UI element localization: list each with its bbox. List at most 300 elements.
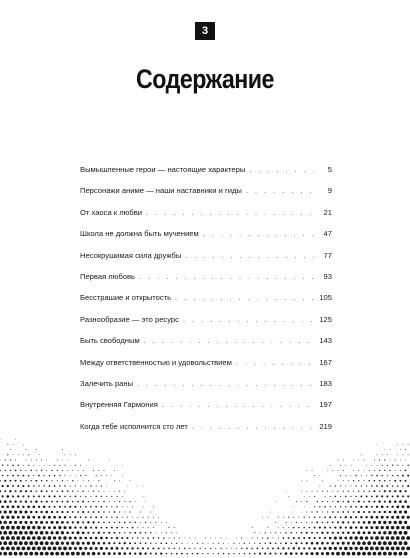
halftone-dot <box>378 500 380 502</box>
halftone-dot <box>283 527 284 528</box>
halftone-dot <box>127 486 128 487</box>
halftone-dot <box>119 542 121 544</box>
halftone-dot <box>306 512 307 513</box>
halftone-dot <box>80 485 81 486</box>
halftone-dot <box>77 511 79 513</box>
halftone-dot <box>98 491 99 492</box>
halftone-dot <box>14 500 16 502</box>
halftone-dot <box>379 470 380 471</box>
toc-entry <box>80 379 332 400</box>
halftone-dot <box>322 522 323 523</box>
halftone-dot <box>134 522 135 523</box>
halftone-dot <box>82 490 83 491</box>
halftone-dot <box>43 496 45 498</box>
halftone-dot <box>387 475 388 476</box>
halftone-dot <box>376 495 378 497</box>
halftone-dot <box>74 516 76 518</box>
halftone-dot <box>14 541 18 545</box>
halftone-dot <box>337 511 339 513</box>
halftone-dot <box>134 552 136 554</box>
halftone-dot <box>70 485 71 486</box>
halftone-dot <box>373 541 376 544</box>
halftone-dot <box>28 495 30 497</box>
halftone-dot <box>114 491 115 492</box>
halftone-dot <box>218 553 219 554</box>
halftone-dot <box>72 521 74 523</box>
halftone-dot <box>103 542 106 545</box>
halftone-dot <box>325 496 326 497</box>
halftone-dot <box>46 470 47 471</box>
halftone-dot <box>330 506 331 507</box>
halftone-dot <box>42 547 46 551</box>
halftone-dot <box>80 496 81 497</box>
halftone-dot <box>43 516 46 519</box>
halftone-dot <box>137 486 138 487</box>
halftone-dot <box>40 541 44 545</box>
halftone-dot <box>351 486 352 487</box>
halftone-dot <box>341 552 345 556</box>
halftone-dot <box>257 548 259 550</box>
halftone-dot <box>352 542 355 545</box>
halftone-dot <box>51 480 52 481</box>
halftone-dot <box>80 527 82 529</box>
halftone-dot <box>19 531 23 535</box>
halftone-dot <box>392 465 393 466</box>
halftone-dot <box>92 542 95 545</box>
halftone-dot <box>69 536 72 539</box>
halftone-dot <box>37 526 40 529</box>
halftone-dot <box>288 537 290 539</box>
halftone-dot <box>362 552 366 556</box>
halftone-dot <box>10 449 11 450</box>
halftone-dot <box>153 517 154 518</box>
halftone-dot <box>84 547 87 550</box>
halftone-dot <box>98 501 99 502</box>
halftone-dot <box>50 521 53 524</box>
halftone-dot <box>312 491 313 492</box>
halftone-dot <box>386 547 390 551</box>
halftone-dot <box>174 527 175 528</box>
halftone-dot <box>221 538 222 539</box>
halftone-dot <box>37 547 41 551</box>
halftone-dot <box>69 516 71 518</box>
halftone-dot <box>368 521 371 524</box>
halftone-dot <box>31 460 32 461</box>
halftone-dot <box>327 491 328 492</box>
halftone-dot <box>314 516 315 517</box>
halftone-dot <box>298 527 299 528</box>
halftone-dot <box>275 553 277 555</box>
halftone-dot <box>386 536 390 540</box>
halftone-dot <box>404 541 408 545</box>
halftone-dot <box>80 516 82 518</box>
halftone-dot <box>262 537 263 538</box>
halftone-dot <box>49 465 50 466</box>
halftone-dot <box>10 459 11 460</box>
halftone-dot <box>407 495 409 497</box>
halftone-dot <box>72 470 73 471</box>
halftone-dot <box>383 531 386 534</box>
halftone-dot <box>88 501 89 502</box>
halftone-dot <box>314 527 316 529</box>
halftone-dot <box>83 470 84 471</box>
halftone-dot <box>2 495 4 497</box>
halftone-dot <box>205 548 206 549</box>
halftone-dot <box>388 521 391 524</box>
halftone-dot <box>391 506 393 508</box>
halftone-dot <box>368 501 370 503</box>
halftone-dot <box>3 552 7 556</box>
halftone-dot <box>370 526 373 529</box>
halftone-dot <box>379 480 381 482</box>
halftone-dot <box>33 496 35 498</box>
halftone-dot <box>312 470 313 471</box>
halftone-dot <box>40 521 43 524</box>
halftone-dot <box>145 542 147 544</box>
halftone-dot <box>88 460 89 461</box>
halftone-dot <box>324 547 327 550</box>
halftone-dot <box>400 470 401 471</box>
halftone-dot <box>376 516 379 519</box>
toc-entry-title: Когда тебе исполнится сто лет <box>80 421 188 431</box>
halftone-dot <box>9 510 12 513</box>
halftone-dot <box>9 500 11 502</box>
halftone-dot <box>269 553 271 555</box>
halftone-dot <box>347 542 350 545</box>
halftone-dot <box>42 536 45 539</box>
halftone-dot <box>166 553 168 555</box>
halftone-dot <box>382 465 383 466</box>
halftone-dot <box>35 480 37 482</box>
halftone-dots <box>0 408 410 558</box>
halftone-dot <box>51 501 53 503</box>
halftone-dot <box>24 531 27 534</box>
halftone-dot <box>48 516 51 519</box>
halftone-dot <box>317 491 318 492</box>
halftone-dot <box>20 501 22 503</box>
halftone-dot <box>137 517 138 518</box>
halftone-dot <box>147 537 149 539</box>
halftone-dot <box>394 521 397 524</box>
halftone-dot <box>365 506 367 508</box>
halftone-dot <box>399 511 402 514</box>
halftone-dot <box>313 547 316 550</box>
halftone-dot <box>24 510 27 513</box>
halftone-dot <box>365 526 368 529</box>
halftone-dot <box>176 532 177 533</box>
halftone-dot <box>116 537 118 539</box>
halftone-dot <box>127 506 128 507</box>
halftone-dot <box>78 480 79 481</box>
halftone-dot <box>355 536 358 539</box>
halftone-dot <box>97 552 100 555</box>
halftone-dot <box>392 475 393 476</box>
halftone-dot <box>85 486 86 487</box>
halftone-dot <box>15 470 17 472</box>
halftone-dot <box>95 547 98 550</box>
halftone-dot <box>314 475 315 476</box>
page-number: 3 <box>201 25 209 37</box>
halftone-dot <box>67 470 68 471</box>
halftone-dot <box>264 542 265 543</box>
halftone-dot <box>304 517 305 518</box>
halftone-dot <box>301 512 302 513</box>
halftone-dot <box>288 496 289 497</box>
halftone-dot <box>98 470 99 471</box>
halftone-dot <box>408 454 409 455</box>
halftone-dot <box>148 517 149 518</box>
halftone-dot <box>176 543 177 544</box>
halftone-dot <box>305 552 308 555</box>
halftone-dot <box>43 506 46 509</box>
halftone-dot <box>241 537 242 538</box>
halftone-dot <box>116 496 117 497</box>
halftone-dot <box>375 536 379 540</box>
halftone-dot <box>12 464 14 466</box>
toc-entry-page: 143 <box>319 336 332 346</box>
halftone-dot <box>376 506 378 508</box>
halftone-dot <box>106 506 107 507</box>
halftone-dot <box>22 506 24 508</box>
toc-entry-page: 5 <box>327 165 332 174</box>
halftone-dot <box>143 486 144 487</box>
halftone-dot <box>321 542 324 545</box>
halftone-dot <box>116 516 118 518</box>
halftone-dot <box>249 543 250 544</box>
halftone-dot <box>367 552 371 556</box>
halftone-dot <box>40 552 44 556</box>
halftone-dot <box>140 522 141 523</box>
halftone-dot <box>339 526 341 528</box>
halftone-dot <box>213 553 214 554</box>
halftone-dot <box>231 548 232 549</box>
halftone-dot <box>59 465 60 466</box>
halftone-dot <box>306 491 307 492</box>
halftone-dot <box>404 500 407 503</box>
halftone-dot <box>405 460 406 461</box>
halftone-dot <box>358 511 360 513</box>
halftone-dot <box>108 542 110 544</box>
toc-entry-page: 21 <box>323 207 332 217</box>
halftone-dot <box>9 541 13 545</box>
halftone-dot <box>23 475 25 477</box>
halftone-dot <box>24 521 27 524</box>
halftone-dot <box>106 496 107 497</box>
halftone-dot <box>6 547 10 551</box>
halftone-dot <box>348 511 350 513</box>
halftone-dot <box>387 465 388 466</box>
halftone-dot <box>32 526 35 529</box>
halftone-dot <box>360 536 364 540</box>
halftone-dot <box>124 522 126 524</box>
halftone-dot <box>384 480 386 482</box>
halftone-dot <box>386 526 389 529</box>
halftone-dot <box>129 501 130 502</box>
halftone-dot <box>295 552 297 554</box>
halftone-dot <box>351 465 352 466</box>
halftone-dot <box>388 541 392 545</box>
halftone-dot <box>314 506 315 507</box>
halftone-dot <box>396 547 400 551</box>
halftone-dot <box>306 542 308 544</box>
halftone-dot <box>126 547 128 549</box>
halftone-dot <box>22 485 24 487</box>
halftone-dot <box>59 485 60 486</box>
halftone-dot <box>254 543 255 544</box>
halftone-dot <box>118 552 121 555</box>
halftone-dot <box>137 527 138 528</box>
halftone-dot <box>53 516 56 519</box>
halftone-dot <box>0 480 1 482</box>
halftone-dot <box>353 480 354 481</box>
halftone-dot <box>95 516 97 518</box>
halftone-dot <box>17 485 19 487</box>
halftone-dot <box>85 496 86 497</box>
toc-entry <box>80 293 332 314</box>
halftone-dot <box>387 485 389 487</box>
halftone-dot <box>142 537 143 538</box>
halftone-dot <box>106 517 107 518</box>
halftone-dot <box>17 506 20 509</box>
halftone-dot <box>360 495 362 497</box>
halftone-dot <box>95 537 98 540</box>
halftone-dot <box>345 496 347 498</box>
halftone-dot <box>63 526 66 529</box>
halftone-dot <box>37 536 41 540</box>
halftone-dot <box>119 480 120 481</box>
halftone-dot <box>7 475 8 476</box>
halftone-dot <box>62 501 64 503</box>
halftone-dot <box>345 516 347 518</box>
halftone-dot <box>147 547 149 549</box>
halftone-dot <box>6 505 9 508</box>
toc-entry-title: Школа не должна быть мучением <box>80 229 199 239</box>
halftone-dot <box>100 537 103 540</box>
halftone-dot <box>155 553 157 555</box>
halftone-dot <box>399 490 401 492</box>
halftone-dot <box>54 465 55 466</box>
halftone-dot <box>28 465 29 466</box>
halftone-dot <box>390 460 391 461</box>
halftone-dot <box>374 460 375 461</box>
halftone-dot <box>75 454 76 455</box>
halftone-dot <box>46 490 48 492</box>
halftone-dot <box>142 517 143 518</box>
halftone-dot <box>399 531 403 535</box>
halftone-dot <box>7 495 10 498</box>
halftone-dot <box>70 475 71 476</box>
halftone-dot <box>16 526 20 530</box>
halftone-dot <box>16 547 20 551</box>
halftone-dot <box>324 527 326 529</box>
halftone-dot <box>377 444 378 445</box>
halftone-dot <box>215 548 216 549</box>
halftone-dot <box>13 444 14 445</box>
halftone-dot <box>301 501 302 502</box>
halftone-dot <box>3 531 7 535</box>
halftone-dot <box>74 506 76 508</box>
halftone-dot <box>301 480 302 481</box>
halftone-dot <box>357 552 361 556</box>
halftone-dot <box>363 480 364 481</box>
halftone-dot <box>324 506 326 508</box>
halftone-dot <box>6 516 9 519</box>
halftone-dot <box>53 526 56 529</box>
halftone-dot <box>70 496 71 497</box>
halftone-dot <box>158 547 160 549</box>
halftone-dot <box>90 506 92 508</box>
halftone-dot <box>210 538 211 539</box>
halftone-dot <box>388 552 392 556</box>
halftone-dot <box>386 516 389 519</box>
halftone-dot <box>121 547 123 549</box>
halftone-dot <box>319 506 320 507</box>
halftone-dot <box>303 537 305 539</box>
halftone-dot <box>254 553 256 555</box>
halftone-dot <box>220 548 221 549</box>
halftone-dot <box>373 521 376 524</box>
halftone-dot <box>179 548 180 549</box>
halftone-dot <box>64 516 67 519</box>
halftone-dot <box>316 521 318 523</box>
halftone-dot <box>32 536 36 540</box>
halftone-dot <box>111 496 112 497</box>
halftone-dot <box>310 552 313 555</box>
toc-entry-title: Несокрушимая сила дружбы <box>80 250 182 260</box>
halftone-dot <box>404 531 408 535</box>
halftone-dot <box>332 501 333 502</box>
halftone-dot <box>379 459 380 460</box>
halftone-dot <box>93 511 95 513</box>
halftone-dot <box>12 475 14 477</box>
halftone-dot <box>11 516 14 519</box>
halftone-dot <box>113 552 116 555</box>
halftone-dot <box>262 517 263 518</box>
halftone-dot <box>72 480 73 481</box>
halftone-dot <box>30 511 33 514</box>
halftone-dot <box>334 516 336 518</box>
halftone-dot <box>127 527 128 528</box>
halftone-dot <box>57 459 58 460</box>
halftone-dot <box>40 511 42 513</box>
halftone-dot <box>54 495 56 497</box>
halftone-dot <box>293 527 295 529</box>
halftone-dot <box>54 485 56 487</box>
halftone-dot <box>7 485 9 487</box>
halftone-dot <box>321 552 324 555</box>
halftone-dot <box>173 548 175 550</box>
toc-entry-title: Первая любовь <box>80 271 135 281</box>
halftone-dot <box>122 517 123 518</box>
halftone-dot <box>80 475 81 476</box>
halftone-dot <box>267 548 269 550</box>
halftone-dot <box>241 548 243 550</box>
halftone-dot <box>277 547 279 549</box>
halftone-dot <box>67 460 68 461</box>
halftone-dot <box>358 521 360 523</box>
halftone-dot <box>145 522 146 523</box>
halftone-dot <box>93 532 95 534</box>
halftone-dot <box>122 475 123 476</box>
halftone-dot <box>109 511 110 512</box>
halftone-dot <box>90 516 92 518</box>
halftone-dot <box>208 543 209 544</box>
halftone-dot <box>87 521 89 523</box>
halftone-dot <box>93 491 94 492</box>
halftone-dot <box>265 532 266 533</box>
halftone-dot <box>103 552 106 555</box>
halftone-dot <box>286 491 287 492</box>
